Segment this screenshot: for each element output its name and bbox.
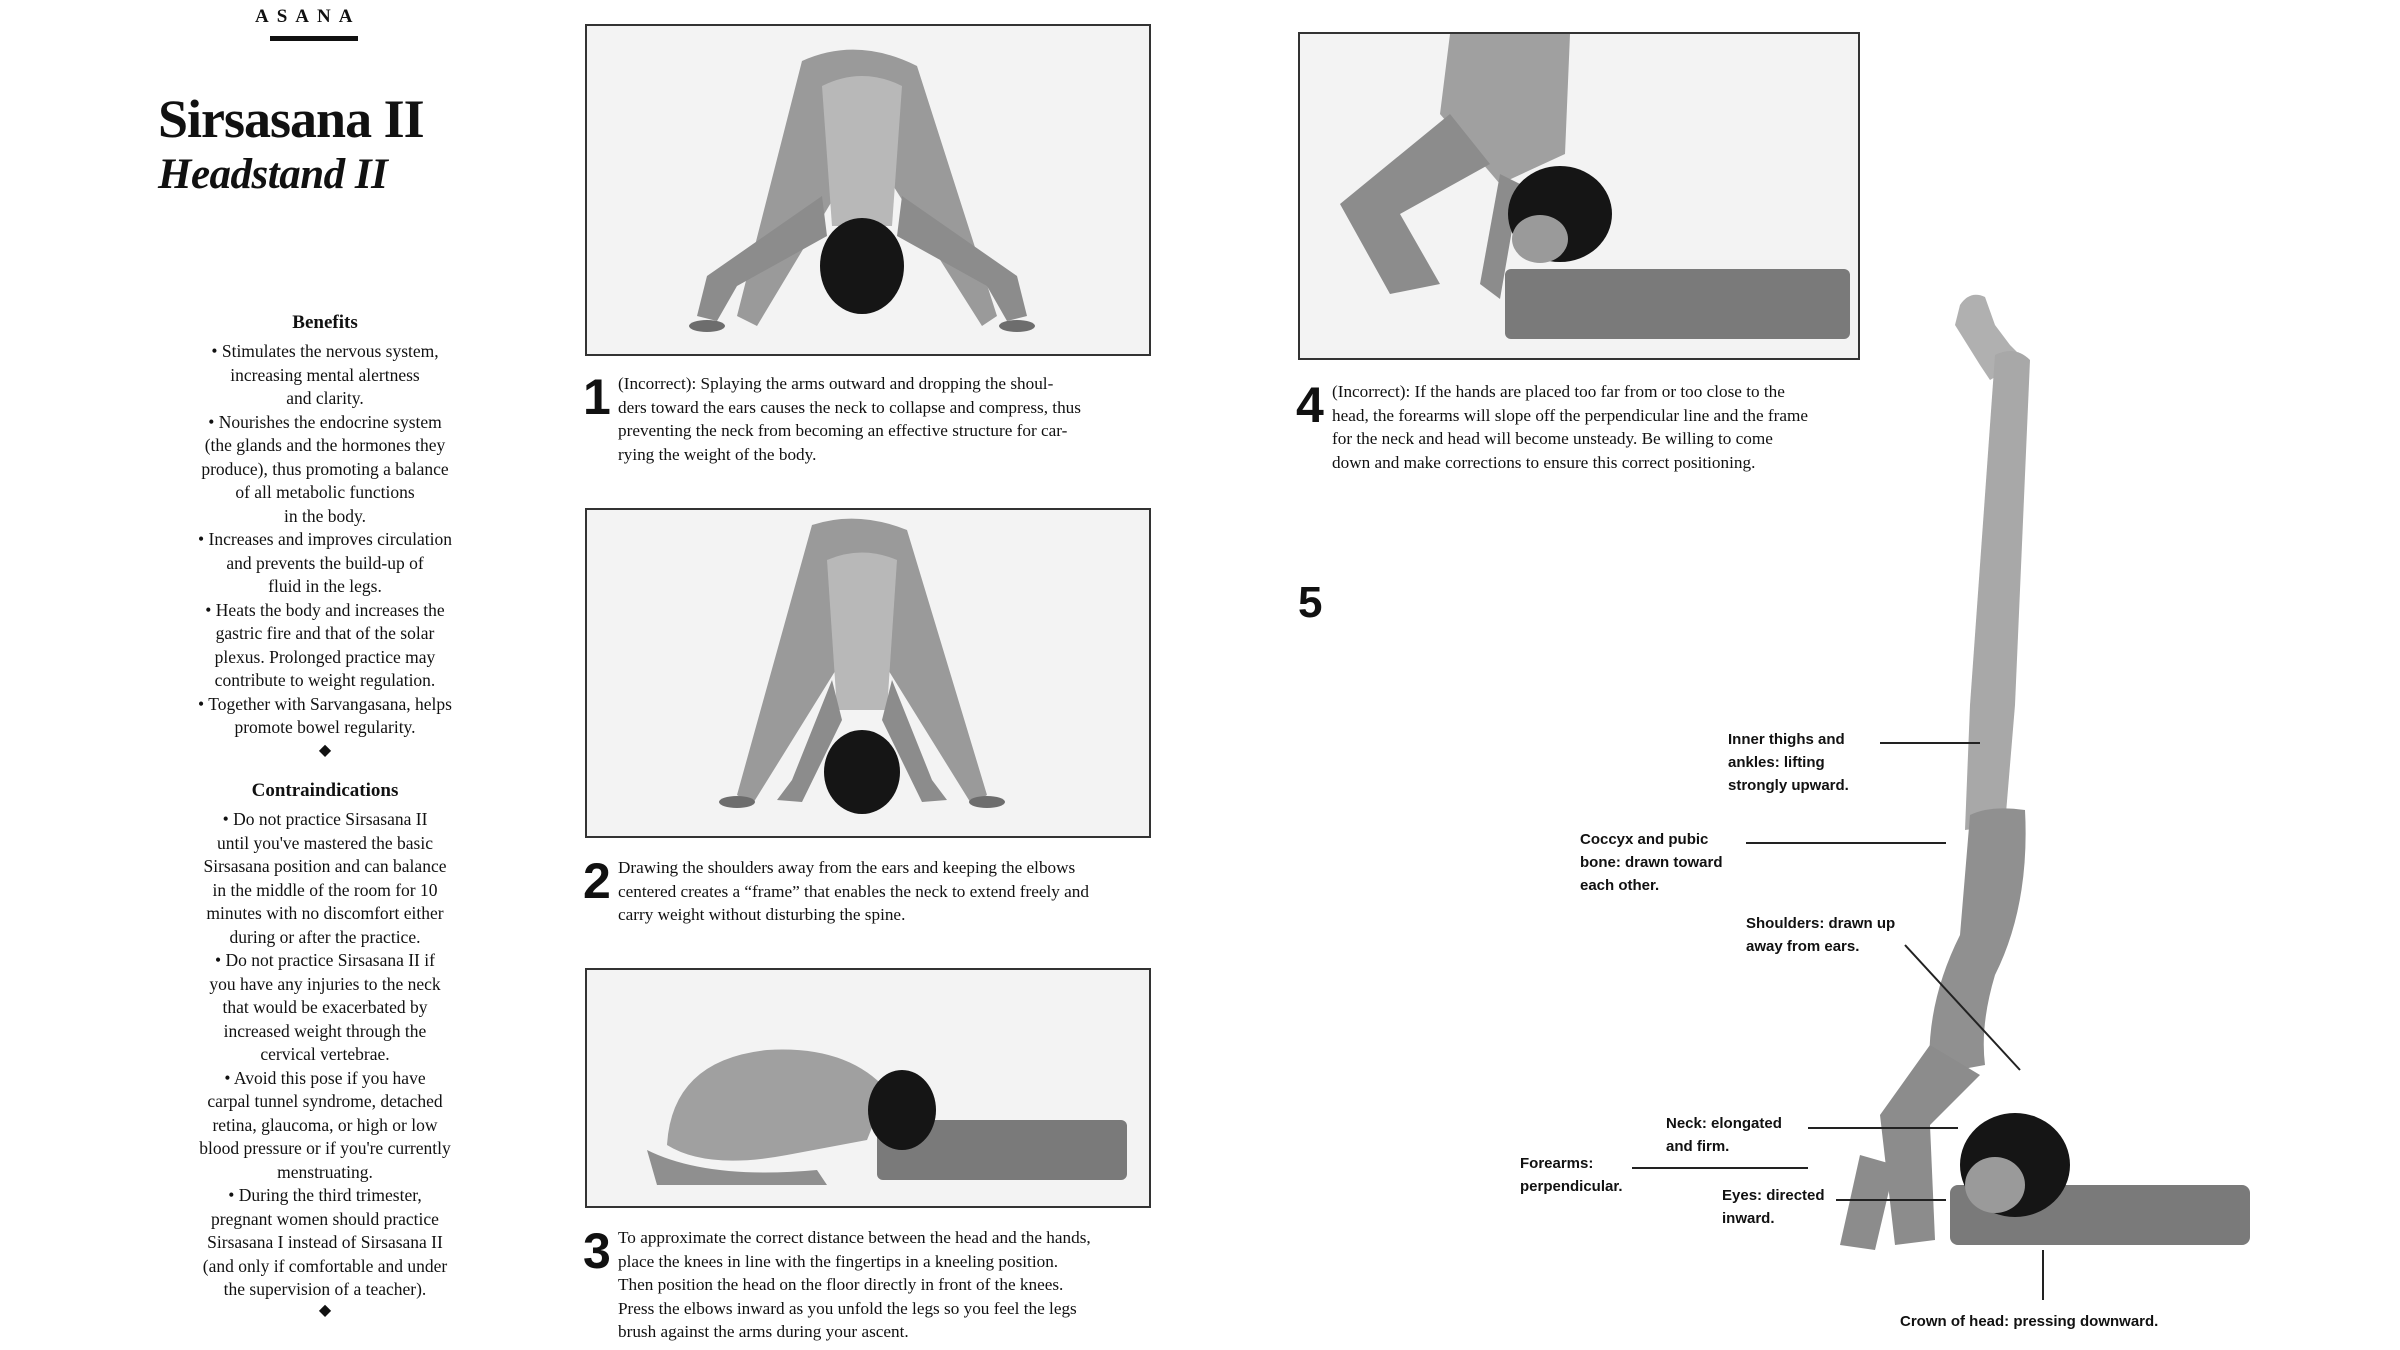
caption-line: ders toward the ears causes the neck to collapse and compress, thus bbox=[618, 397, 1081, 417]
caption-line: rying the weight of the body. bbox=[618, 444, 817, 464]
caption-line: (Incorrect): Splaying the arms outward and dropping the shoul- bbox=[618, 374, 1054, 393]
contraindications-heading: Contraindications bbox=[251, 780, 399, 801]
annotation-line: Forearms: bbox=[1520, 1155, 1594, 1172]
separator-diamond: ◆ bbox=[318, 1302, 332, 1319]
list-line: • Increases and improves circulation bbox=[198, 529, 452, 549]
list-line: • Do not practice Sirsasana II bbox=[222, 809, 428, 829]
separator-diamond: ◆ bbox=[318, 742, 332, 759]
caption-line: preventing the neck from becoming an effective structure for car- bbox=[618, 421, 1068, 440]
benefits-heading: Benefits bbox=[292, 312, 358, 333]
annotation-line: ankles: lifting bbox=[1728, 754, 1825, 771]
list-line: gastric fire and that of the solar bbox=[215, 623, 435, 643]
step-number: 4 bbox=[1296, 377, 1324, 433]
list-line: menstruating. bbox=[277, 1161, 373, 1182]
list-line: blood pressure or if you're currently bbox=[199, 1138, 451, 1158]
list-line: (the glands and the hormones they bbox=[204, 435, 446, 455]
list-line: (and only if comfortable and under bbox=[202, 1255, 448, 1276]
figure-misplaced-hands-photo bbox=[1300, 34, 1858, 358]
list-line: contribute to weight regulation. bbox=[214, 670, 436, 690]
annotation-line: strongly upward. bbox=[1728, 777, 1849, 794]
step-number: 1 bbox=[583, 369, 611, 425]
list-line: • Heats the body and increases the bbox=[205, 599, 445, 620]
annotation-line: Coccyx and pubic bbox=[1580, 831, 1709, 848]
page-subtitle: Headstand II bbox=[158, 151, 388, 198]
caption-line: Drawing the shoulders away from the ears and keeping the elbows bbox=[618, 858, 1076, 877]
step-1-caption bbox=[618, 372, 1148, 466]
list-line: • Stimulates the nervous system, bbox=[211, 341, 439, 361]
section-rule bbox=[270, 36, 358, 41]
photo-step-3 bbox=[585, 968, 1151, 1208]
contraindications-list bbox=[160, 808, 490, 1302]
list-line: • Avoid this pose if you have bbox=[224, 1067, 426, 1088]
list-line: until you've mastered the basic bbox=[216, 832, 433, 853]
step-number: 2 bbox=[583, 853, 611, 909]
annotation-crown: Crown of head: pressing downward. bbox=[1900, 1313, 2159, 1330]
annotation-line: and firm. bbox=[1666, 1138, 1730, 1155]
annotation-line: Neck: elongated bbox=[1666, 1115, 1782, 1132]
annotation-inner-thighs bbox=[1728, 728, 1849, 797]
list-line: • Nourishes the endocrine system bbox=[208, 411, 442, 432]
figure-splayed-arms-photo bbox=[587, 26, 1149, 354]
section-label: ASANA bbox=[255, 6, 361, 27]
figure-shoulders-away-photo bbox=[587, 510, 1149, 836]
leader-line bbox=[2042, 1250, 2044, 1300]
annotation-eyes bbox=[1722, 1184, 1825, 1230]
caption-line: place the knees in line with the fingertips in a kneeling position. bbox=[618, 1251, 1059, 1271]
leader-line bbox=[1632, 1167, 1808, 1169]
annotation-line: Shoulders: drawn up bbox=[1746, 915, 1896, 932]
leader-line bbox=[1880, 742, 1980, 744]
caption-line: brush against the arms during your ascent. bbox=[618, 1322, 909, 1341]
annotation-line: each other. bbox=[1580, 877, 1660, 894]
list-line: promote bowel regularity. bbox=[234, 717, 416, 737]
step-4-caption bbox=[1332, 380, 1857, 474]
annotation-line: Eyes: directed bbox=[1722, 1187, 1825, 1204]
list-line: produce), thus promoting a balance bbox=[201, 458, 449, 479]
list-line: during or after the practice. bbox=[229, 926, 421, 947]
caption-line: Then position the head on the floor directly in front of the knees. bbox=[618, 1275, 1064, 1294]
list-line: Sirsasana position and can balance bbox=[203, 856, 447, 876]
list-line: • Do not practice Sirsasana II if bbox=[215, 950, 435, 970]
figure-kneeling-photo bbox=[587, 970, 1149, 1206]
leader-line bbox=[1836, 1199, 1946, 1201]
list-line: increased weight through the bbox=[223, 1020, 427, 1041]
annotation-coccyx bbox=[1580, 828, 1723, 897]
list-line: increasing mental alertness bbox=[230, 364, 420, 385]
caption-line: centered creates a “frame” that enables the neck to extend freely and bbox=[618, 881, 1089, 901]
annotation-forearms bbox=[1520, 1152, 1623, 1198]
annotation-shoulders bbox=[1746, 912, 1895, 958]
list-line: in the body. bbox=[284, 505, 366, 526]
caption-line: for the neck and head will become unsteady. Be willing to come bbox=[1332, 429, 1773, 448]
list-line: • During the third trimester, bbox=[228, 1185, 422, 1205]
list-line: the supervision of a teacher). bbox=[223, 1279, 427, 1299]
page-title: Sirsasana II bbox=[158, 89, 424, 149]
list-line: of all metabolic functions bbox=[235, 482, 415, 502]
caption-line: Press the elbows inward as you unfold the legs so you feel the legs bbox=[618, 1298, 1077, 1318]
annotation-neck bbox=[1666, 1112, 1782, 1158]
annotation-line: inward. bbox=[1722, 1210, 1775, 1227]
list-line: carpal tunnel syndrome, detached bbox=[207, 1091, 443, 1111]
list-line: in the middle of the room for 10 bbox=[212, 879, 438, 900]
leader-line bbox=[1746, 842, 1946, 844]
photo-step-2 bbox=[585, 508, 1151, 838]
annotation-line: bone: drawn toward bbox=[1580, 854, 1723, 871]
list-line: that would be exacerbated by bbox=[222, 997, 428, 1017]
list-line: you have any injuries to the neck bbox=[209, 973, 441, 994]
annotation-line: Inner thighs and bbox=[1728, 731, 1845, 748]
step-number: 3 bbox=[583, 1223, 611, 1279]
photo-step-4 bbox=[1298, 32, 1860, 360]
photo-step-1 bbox=[585, 24, 1151, 356]
annotation-line: away from ears. bbox=[1746, 938, 1860, 955]
list-line: cervical vertebrae. bbox=[260, 1044, 390, 1064]
list-line: pregnant women should practice bbox=[211, 1208, 439, 1229]
list-line: retina, glaucoma, or high or low bbox=[212, 1114, 438, 1135]
annotation-line: perpendicular. bbox=[1520, 1178, 1623, 1195]
list-line: minutes with no discomfort either bbox=[206, 903, 444, 923]
leader-line bbox=[1900, 940, 2030, 1080]
list-line: Sirsasana I instead of Sirsasana II bbox=[207, 1232, 443, 1252]
list-line: • Together with Sarvangasana, helps bbox=[198, 693, 452, 714]
list-line: and prevents the build-up of bbox=[226, 552, 424, 573]
headstand-figure-photo bbox=[1820, 285, 2300, 1315]
benefits-list bbox=[160, 340, 490, 740]
step-2-caption bbox=[618, 856, 1148, 927]
list-line: plexus. Prolonged practice may bbox=[214, 646, 436, 667]
step-number: 5 bbox=[1298, 578, 1323, 627]
list-line: and clarity. bbox=[286, 388, 364, 408]
caption-line: head, the forearms will slope off the perpendicular line and the frame bbox=[1332, 405, 1808, 425]
caption-line: carry weight without disturbing the spine. bbox=[618, 905, 906, 924]
leader-line bbox=[1808, 1127, 1958, 1129]
caption-line: down and make corrections to ensure this correct positioning. bbox=[1332, 452, 1756, 472]
step-3-caption bbox=[618, 1226, 1148, 1344]
caption-line: (Incorrect): If the hands are placed too far from or too close to the bbox=[1332, 382, 1785, 401]
caption-line: To approximate the correct distance between the head and the hands, bbox=[618, 1228, 1091, 1247]
list-line: fluid in the legs. bbox=[268, 576, 382, 596]
